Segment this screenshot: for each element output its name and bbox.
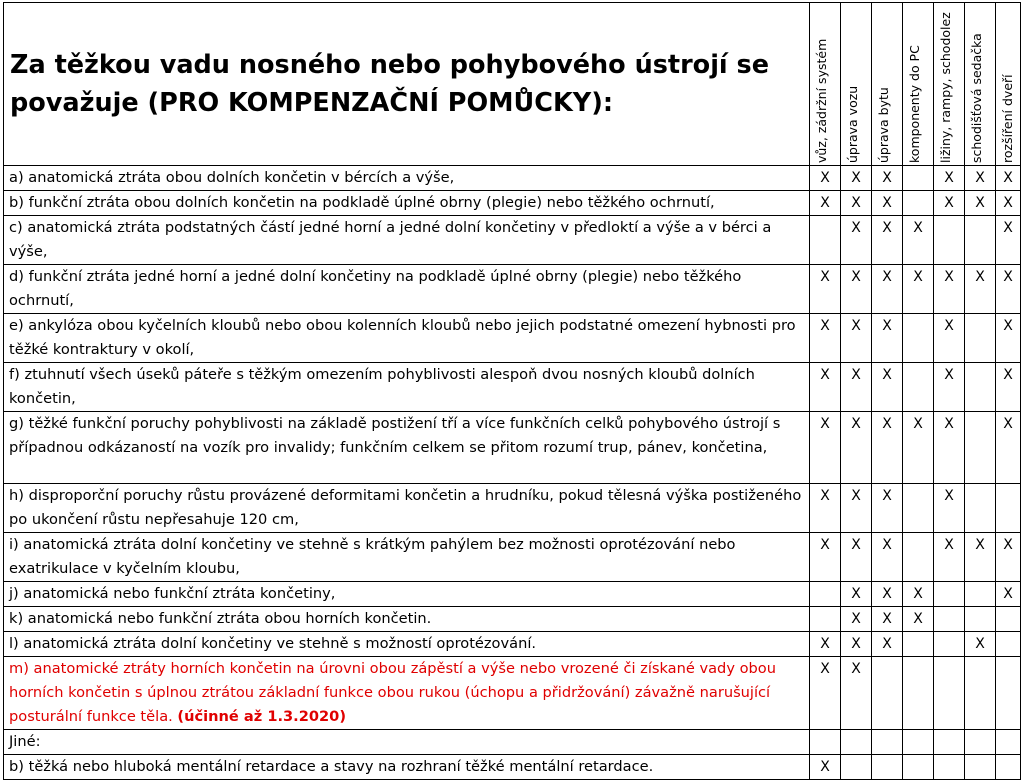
mark-cell (903, 484, 934, 533)
table-row (4, 363, 1021, 412)
mark-cell: X (903, 607, 934, 632)
mark-cell: X (934, 412, 965, 484)
mark-cell: X (934, 166, 965, 191)
mark-cell: X (841, 484, 872, 533)
mark-cell (903, 730, 934, 755)
condition-label: h) disproporční poruchy růstu provázené deformitami končetin a hrudníku, pokud tělesná výška postiženého po ukončení růstu nepřesahuje 120 cm, (9, 487, 802, 528)
mark-cell: X (934, 484, 965, 533)
mark-cell (872, 657, 903, 730)
condition-text (4, 755, 810, 780)
table-row (4, 265, 1021, 314)
table-row (4, 607, 1021, 632)
mark-cell: X (841, 657, 872, 730)
mark-cell (903, 191, 934, 216)
condition-label: l) anatomická ztráta dolní končetiny ve stehně s možností oprotézování. (9, 635, 537, 652)
mark-cell: X (841, 412, 872, 484)
mark-cell: X (996, 191, 1021, 216)
mark-cell: X (810, 484, 841, 533)
condition-text (4, 265, 810, 314)
criteria-table (3, 2, 1021, 780)
mark-cell (965, 582, 996, 607)
column-header: vůz, zádržní systém (810, 3, 841, 166)
mark-cell: X (996, 216, 1021, 265)
mark-cell: X (934, 363, 965, 412)
table-row (4, 730, 1021, 755)
mark-cell (996, 730, 1021, 755)
mark-cell (934, 607, 965, 632)
condition-label: b) funkční ztráta obou dolních končetin na podkladě úplné obrny (plegie) nebo těžkého ochrnutí, (9, 194, 715, 211)
mark-cell: X (872, 216, 903, 265)
condition-label: b) těžká nebo hluboká mentální retardace a stavy na rozhraní těžké mentální retardace. (9, 758, 654, 775)
mark-cell: X (934, 314, 965, 363)
condition-text (4, 582, 810, 607)
mark-cell: X (872, 265, 903, 314)
mark-cell: X (872, 166, 903, 191)
mark-cell: X (965, 166, 996, 191)
mark-cell (996, 755, 1021, 780)
condition-text (4, 533, 810, 582)
table-row (4, 582, 1021, 607)
mark-cell (965, 484, 996, 533)
mark-cell (903, 314, 934, 363)
mark-cell: X (996, 582, 1021, 607)
condition-label: i) anatomická ztráta dolní končetiny ve stehně s krátkým pahýlem bez možnosti oprotézování nebo exatrikulace v kyčelním kloubu, (9, 536, 736, 577)
condition-label: d) funkční ztráta jedné horní a jedné dolní končetiny na podkladě úplné obrny (plegie) nebo těžkého ochrnutí, (9, 268, 742, 309)
condition-label: g) těžké funkční poruchy pohyblivosti na základě postižení tří a více funkčních celků pohybového ústrojí s případnou odkázaností na vozík pro invalidy; funkčním celkem se přitom rozumí trup, pánev, končetina, (9, 415, 781, 456)
mark-cell (903, 166, 934, 191)
table-row (4, 657, 1021, 730)
mark-cell (903, 533, 934, 582)
mark-cell: X (903, 412, 934, 484)
table-row (4, 632, 1021, 657)
mark-cell (810, 216, 841, 265)
mark-cell: X (903, 216, 934, 265)
condition-label: f) ztuhnutí všech úseků páteře s těžkým omezením pohyblivosti alespoň dvou nosných kloubů dolních končetin, (9, 366, 755, 407)
mark-cell: X (996, 533, 1021, 582)
mark-cell: X (841, 607, 872, 632)
mark-cell: X (841, 166, 872, 191)
mark-cell: X (996, 363, 1021, 412)
condition-label: m) anatomické ztráty horních končetin na úrovni obou zápěstí a výše nebo vrozené či získané vady obou horních končetin s úplnou ztrátou základní funkce obou rukou (úchopu a přidržování) závažně narušující posturální funkce těla. (9, 660, 776, 725)
mark-cell: X (965, 632, 996, 657)
column-header: úprava bytu (872, 3, 903, 166)
mark-cell (965, 412, 996, 484)
mark-cell: X (810, 191, 841, 216)
mark-cell (841, 730, 872, 755)
mark-cell: X (996, 314, 1021, 363)
mark-cell: X (810, 755, 841, 780)
mark-cell (810, 730, 841, 755)
table-row (4, 755, 1021, 780)
mark-cell: X (841, 314, 872, 363)
mark-cell (934, 755, 965, 780)
mark-cell: X (810, 363, 841, 412)
column-header: rozšíření dveří (996, 3, 1021, 166)
table-row (4, 412, 1021, 484)
condition-text (4, 632, 810, 657)
mark-cell: X (872, 484, 903, 533)
mark-cell: X (841, 533, 872, 582)
mark-cell: X (965, 265, 996, 314)
mark-cell (934, 582, 965, 607)
table-row (4, 484, 1021, 533)
mark-cell (810, 607, 841, 632)
mark-cell (996, 632, 1021, 657)
mark-cell (965, 314, 996, 363)
mark-cell: X (841, 191, 872, 216)
condition-text (4, 191, 810, 216)
table-row (4, 533, 1021, 582)
mark-cell (934, 657, 965, 730)
page-title: Za těžkou vadu nosného nebo pohybového ústrojí se považuje (PRO KOMPENZAČNÍ POMŮCKY): (4, 3, 810, 166)
condition-text (4, 412, 810, 484)
condition-label: Jiné: (9, 733, 41, 750)
condition-label: e) ankylóza obou kyčelních kloubů nebo obou kolenních kloubů nebo jejich podstatné omezení hybnosti pro těžké kontraktury v okolí, (9, 317, 796, 358)
mark-cell (903, 632, 934, 657)
table-row (4, 216, 1021, 265)
mark-cell: X (810, 632, 841, 657)
mark-cell (965, 216, 996, 265)
mark-cell: X (810, 314, 841, 363)
mark-cell (903, 657, 934, 730)
mark-cell: X (810, 166, 841, 191)
mark-cell: X (872, 363, 903, 412)
condition-text (4, 484, 810, 533)
mark-cell: X (810, 533, 841, 582)
mark-cell (965, 755, 996, 780)
mark-cell: X (903, 265, 934, 314)
mark-cell: X (872, 412, 903, 484)
table-row (4, 314, 1021, 363)
mark-cell: X (810, 265, 841, 314)
table-row (4, 166, 1021, 191)
mark-cell: X (996, 265, 1021, 314)
mark-cell (872, 730, 903, 755)
mark-cell: X (965, 533, 996, 582)
mark-cell (841, 755, 872, 780)
condition-label: k) anatomická nebo funkční ztráta obou horních končetin. (9, 610, 432, 627)
mark-cell: X (903, 582, 934, 607)
mark-cell: X (996, 166, 1021, 191)
mark-cell: X (810, 412, 841, 484)
mark-cell: X (872, 632, 903, 657)
mark-cell (965, 607, 996, 632)
mark-cell: X (841, 216, 872, 265)
mark-cell: X (934, 265, 965, 314)
mark-cell: X (872, 314, 903, 363)
condition-text (4, 216, 810, 265)
effective-date-note: (účinné až 1.3.2020) (177, 708, 346, 725)
mark-cell (903, 755, 934, 780)
mark-cell: X (841, 582, 872, 607)
mark-cell (934, 730, 965, 755)
condition-label: c) anatomická ztráta podstatných částí jedné horní a jedné dolní končetiny v předloktí a výše a v bérci a výše, (9, 219, 772, 260)
mark-cell: X (841, 265, 872, 314)
mark-cell (934, 632, 965, 657)
mark-cell: X (965, 191, 996, 216)
mark-cell: X (872, 607, 903, 632)
header-row (4, 3, 1021, 166)
mark-cell (872, 755, 903, 780)
mark-cell (934, 216, 965, 265)
mark-cell: X (872, 191, 903, 216)
condition-label: a) anatomická ztráta obou dolních končetin v bércích a výše, (9, 169, 455, 186)
mark-cell: X (872, 533, 903, 582)
mark-cell (996, 657, 1021, 730)
column-header: ližiny, rampy, schodolez (934, 3, 965, 166)
mark-cell: X (934, 191, 965, 216)
condition-text (4, 166, 810, 191)
column-header: komponenty do PC (903, 3, 934, 166)
mark-cell (996, 607, 1021, 632)
column-header: schodišťová sedačka (965, 3, 996, 166)
mark-cell (996, 484, 1021, 533)
mark-cell: X (934, 533, 965, 582)
mark-cell (903, 363, 934, 412)
mark-cell: X (810, 657, 841, 730)
mark-cell: X (841, 363, 872, 412)
mark-cell: X (996, 412, 1021, 484)
condition-text (4, 363, 810, 412)
mark-cell: X (841, 632, 872, 657)
mark-cell (810, 582, 841, 607)
mark-cell (965, 363, 996, 412)
table-row (4, 191, 1021, 216)
condition-text (4, 730, 810, 755)
column-header: úprava vozu (841, 3, 872, 166)
mark-cell (965, 657, 996, 730)
mark-cell (965, 730, 996, 755)
condition-text (4, 607, 810, 632)
condition-text (4, 657, 810, 730)
condition-label: j) anatomická nebo funkční ztráta končetiny, (9, 585, 336, 602)
mark-cell: X (872, 582, 903, 607)
condition-text (4, 314, 810, 363)
